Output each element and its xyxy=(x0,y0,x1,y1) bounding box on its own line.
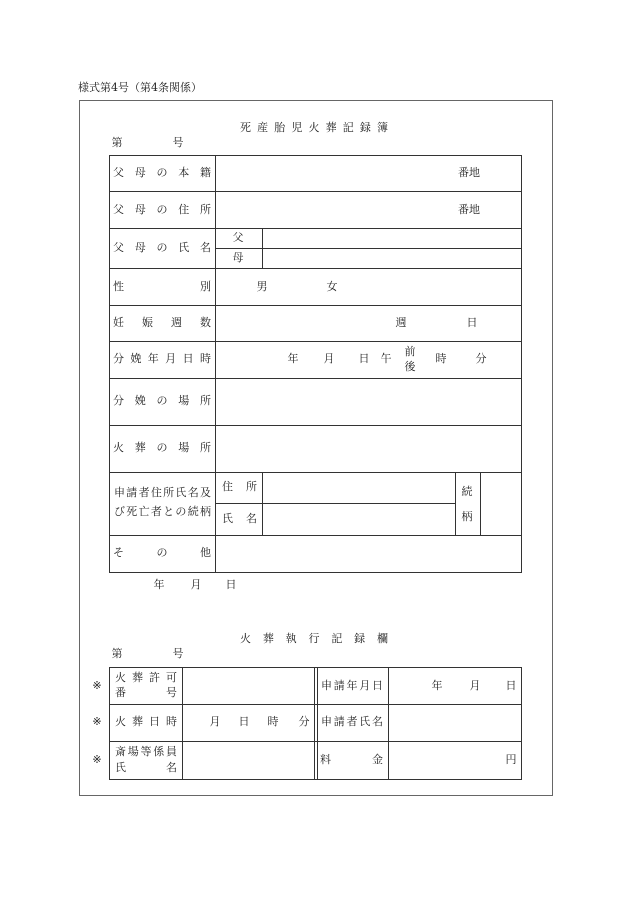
label-char: 係 xyxy=(153,745,165,758)
column-divider xyxy=(388,667,389,779)
label-char: の xyxy=(156,394,168,407)
label-char: 娩 xyxy=(134,394,146,407)
gestation-weeks-unit: 週 xyxy=(395,316,407,329)
honseki-suffix: 番地 xyxy=(458,166,480,179)
label-char: 申 xyxy=(321,715,332,728)
fee-unit: 円 xyxy=(505,753,517,766)
label-char: 及 xyxy=(199,486,211,499)
row-divider xyxy=(215,503,455,504)
label-char: 許 xyxy=(149,671,160,684)
label-char: 金 xyxy=(372,753,383,766)
label-char: 者 xyxy=(150,505,162,518)
column-divider xyxy=(182,667,183,779)
row-divider xyxy=(109,704,521,705)
label-char: 者 xyxy=(138,486,150,499)
sex-male-option: 男 xyxy=(256,280,268,293)
label-char: 別 xyxy=(200,280,211,293)
column-divider xyxy=(314,667,315,779)
label-char: 死 xyxy=(240,121,251,134)
label-char: 柄 xyxy=(461,510,473,523)
label-char: 柄 xyxy=(199,505,211,518)
applicant-name-field-label xyxy=(321,716,383,728)
label-char: 週 xyxy=(171,316,182,329)
row-divider xyxy=(109,341,521,342)
label-char: そ xyxy=(113,546,124,559)
label-char: 葬 xyxy=(262,632,274,645)
gestation-days-unit: 日 xyxy=(466,316,478,329)
label-char: の xyxy=(156,546,168,559)
label-char: 員 xyxy=(166,745,177,758)
delivery-am-option: 前 xyxy=(404,345,416,358)
label-char: 氏 xyxy=(359,715,371,728)
label-char: 申 xyxy=(114,486,125,499)
label-char: 籍 xyxy=(200,166,211,179)
row-divider xyxy=(215,248,521,249)
label-char: 父 xyxy=(113,166,124,179)
label-char: 父 xyxy=(113,203,124,216)
label-char: 火 xyxy=(115,671,126,684)
delivery-day-unit: 日 xyxy=(358,352,370,365)
label-char: 料 xyxy=(320,753,331,766)
label-char: 火 xyxy=(115,715,126,728)
label-char: の xyxy=(156,441,168,454)
row-divider xyxy=(109,535,521,536)
label-char: 月 xyxy=(359,679,371,692)
column-divider xyxy=(215,155,216,572)
label-char: と xyxy=(163,505,175,518)
other-label xyxy=(113,547,211,559)
label-char: 火 xyxy=(113,441,124,454)
label-char: 申 xyxy=(321,679,332,692)
label-char: 母 xyxy=(134,166,146,179)
label-char: 住 xyxy=(222,480,233,493)
label-char: 所 xyxy=(246,480,257,493)
execution-number-prefix: 第 xyxy=(111,647,123,660)
label-char: 号 xyxy=(166,686,177,699)
column-divider xyxy=(262,228,263,268)
delivery-datetime-label xyxy=(113,353,211,365)
label-char: 簿 xyxy=(377,121,388,134)
cremation-day-unit: 日 xyxy=(238,715,250,728)
parents-address-suffix: 番地 xyxy=(458,203,480,216)
row-divider xyxy=(109,472,521,473)
label-char: 録 xyxy=(354,632,366,645)
column-divider xyxy=(480,472,481,535)
parents-names-label xyxy=(113,242,211,254)
label-char: 場 xyxy=(127,745,139,758)
register-title xyxy=(240,122,388,134)
label-char: 執 xyxy=(285,632,297,645)
label-char: 葬 xyxy=(132,671,143,684)
label-char: 住 xyxy=(178,203,190,216)
row-divider xyxy=(109,191,521,192)
cremation-minute-unit: 分 xyxy=(298,715,310,728)
label-char: 分 xyxy=(113,394,124,407)
label-char: 場 xyxy=(178,441,190,454)
register-date-day: 日 xyxy=(225,578,237,591)
official-use-mark: ※ xyxy=(92,715,102,728)
delivery-year-unit: 年 xyxy=(287,352,299,365)
execution-title xyxy=(240,633,388,645)
official-use-mark: ※ xyxy=(92,753,102,766)
label-char: 性 xyxy=(113,280,124,293)
label-char: 母 xyxy=(134,241,146,254)
label-char: 日 xyxy=(182,352,194,365)
register-date-month: 月 xyxy=(190,578,202,591)
label-char: 胎 xyxy=(274,121,286,134)
applicant-address-label xyxy=(222,481,257,493)
relationship-label xyxy=(461,486,473,523)
delivery-month-unit: 月 xyxy=(323,352,335,365)
label-char: 父 xyxy=(113,241,124,254)
label-char: 名 xyxy=(187,486,199,499)
official-use-mark: ※ xyxy=(92,679,102,692)
label-char: 葬 xyxy=(134,441,146,454)
label-char: の xyxy=(156,203,168,216)
label-char: 本 xyxy=(178,166,190,179)
label-char: 氏 xyxy=(222,512,233,525)
label-char: の xyxy=(156,166,168,179)
column-divider xyxy=(455,472,456,535)
row-divider xyxy=(109,268,521,269)
label-char: 可 xyxy=(166,671,177,684)
row-divider xyxy=(109,305,521,306)
father-label: 父 xyxy=(232,231,244,244)
label-char: 日 xyxy=(372,679,383,692)
form-number: 様式第4号（第4条関係） xyxy=(78,81,202,94)
honseki-label xyxy=(113,167,211,179)
label-char: 録 xyxy=(359,121,371,134)
label-char: び xyxy=(114,505,125,518)
register-number-prefix: 第 xyxy=(111,136,123,149)
label-char: 火 xyxy=(308,121,320,134)
label-char: 請 xyxy=(333,715,345,728)
execution-number-suffix: 号 xyxy=(172,647,184,660)
mother-label: 母 xyxy=(232,251,244,264)
label-char: 等 xyxy=(140,745,152,758)
label-char: 場 xyxy=(178,394,190,407)
label-char: 年 xyxy=(346,679,358,692)
label-char: 他 xyxy=(200,546,211,559)
fee-label xyxy=(320,754,383,766)
label-char: 続 xyxy=(187,505,199,518)
label-char: 葬 xyxy=(132,715,143,728)
label-char: 続 xyxy=(461,485,473,498)
label-char: 行 xyxy=(308,632,320,645)
label-char: 者 xyxy=(346,715,358,728)
label-char: 数 xyxy=(200,316,211,329)
label-char: 児 xyxy=(291,121,303,134)
label-char: 名 xyxy=(246,512,257,525)
sex-label xyxy=(113,281,211,293)
label-char: 番 xyxy=(115,686,126,699)
sex-female-option: 女 xyxy=(326,280,338,293)
label-char: 年 xyxy=(147,352,159,365)
label-char: 日 xyxy=(149,715,160,728)
label-char: の xyxy=(175,505,187,518)
cremation-datetime-label xyxy=(115,716,177,728)
row-divider xyxy=(109,228,521,229)
label-char: 亡 xyxy=(138,505,150,518)
label-char: 氏 xyxy=(178,241,190,254)
label-char: 時 xyxy=(199,352,211,365)
label-char: 請 xyxy=(126,486,138,499)
cremation-place-label xyxy=(113,442,211,454)
application-date-label xyxy=(321,680,383,692)
label-char: 所 xyxy=(163,486,175,499)
label-char: 記 xyxy=(342,121,354,134)
label-char: 請 xyxy=(333,679,345,692)
row-divider xyxy=(109,425,521,426)
label-char: 葬 xyxy=(325,121,337,134)
label-char: 所 xyxy=(200,203,211,216)
label-char: 娩 xyxy=(130,352,142,365)
gestation-label xyxy=(113,317,211,329)
label-char: 産 xyxy=(257,121,269,134)
label-char: 分 xyxy=(113,352,124,365)
label-char: 時 xyxy=(166,715,177,728)
delivery-place-label xyxy=(113,395,211,407)
label-char: 娠 xyxy=(142,316,153,329)
delivery-minute-unit: 分 xyxy=(475,352,487,365)
label-char: 斎 xyxy=(115,745,126,758)
applicant-label-line1 xyxy=(114,487,211,499)
application-date-day: 日 xyxy=(505,679,517,692)
permit-number-label-line2 xyxy=(115,687,177,699)
label-char: 氏 xyxy=(115,761,126,774)
cremation-hour-unit: 時 xyxy=(267,715,279,728)
label-char: 妊 xyxy=(113,316,124,329)
label-char: 火 xyxy=(240,632,251,645)
label-char: 名 xyxy=(200,241,211,254)
staff-name-label-line1 xyxy=(115,746,177,758)
label-char: 母 xyxy=(134,203,146,216)
register-number-suffix: 号 xyxy=(172,136,184,149)
row-divider xyxy=(109,741,521,742)
staff-name-label-line2 xyxy=(115,762,177,774)
application-date-month: 月 xyxy=(469,679,481,692)
applicant-name-label xyxy=(222,513,257,525)
delivery-hour-unit: 時 xyxy=(435,352,447,365)
application-date-year: 年 xyxy=(431,679,443,692)
label-char: 名 xyxy=(166,761,177,774)
label-char: 名 xyxy=(372,715,383,728)
label-char: の xyxy=(156,241,168,254)
label-char: 死 xyxy=(126,505,138,518)
label-char: 欄 xyxy=(376,632,388,645)
label-char: 住 xyxy=(150,486,162,499)
parents-address-label xyxy=(113,204,211,216)
row-divider xyxy=(109,378,521,379)
register-date-year: 年 xyxy=(153,578,165,591)
label-char: 月 xyxy=(165,352,177,365)
label-char: 氏 xyxy=(175,486,187,499)
column-divider xyxy=(317,667,318,779)
permit-number-label-line1 xyxy=(115,672,177,684)
label-char: 所 xyxy=(200,441,211,454)
label-char: 所 xyxy=(200,394,211,407)
delivery-ampm-prefix: 午 xyxy=(380,352,392,365)
label-char: 記 xyxy=(331,632,343,645)
delivery-pm-option: 後 xyxy=(404,360,416,373)
column-divider xyxy=(262,472,263,535)
cremation-month-unit: 月 xyxy=(209,715,221,728)
applicant-label-line2 xyxy=(114,506,211,518)
